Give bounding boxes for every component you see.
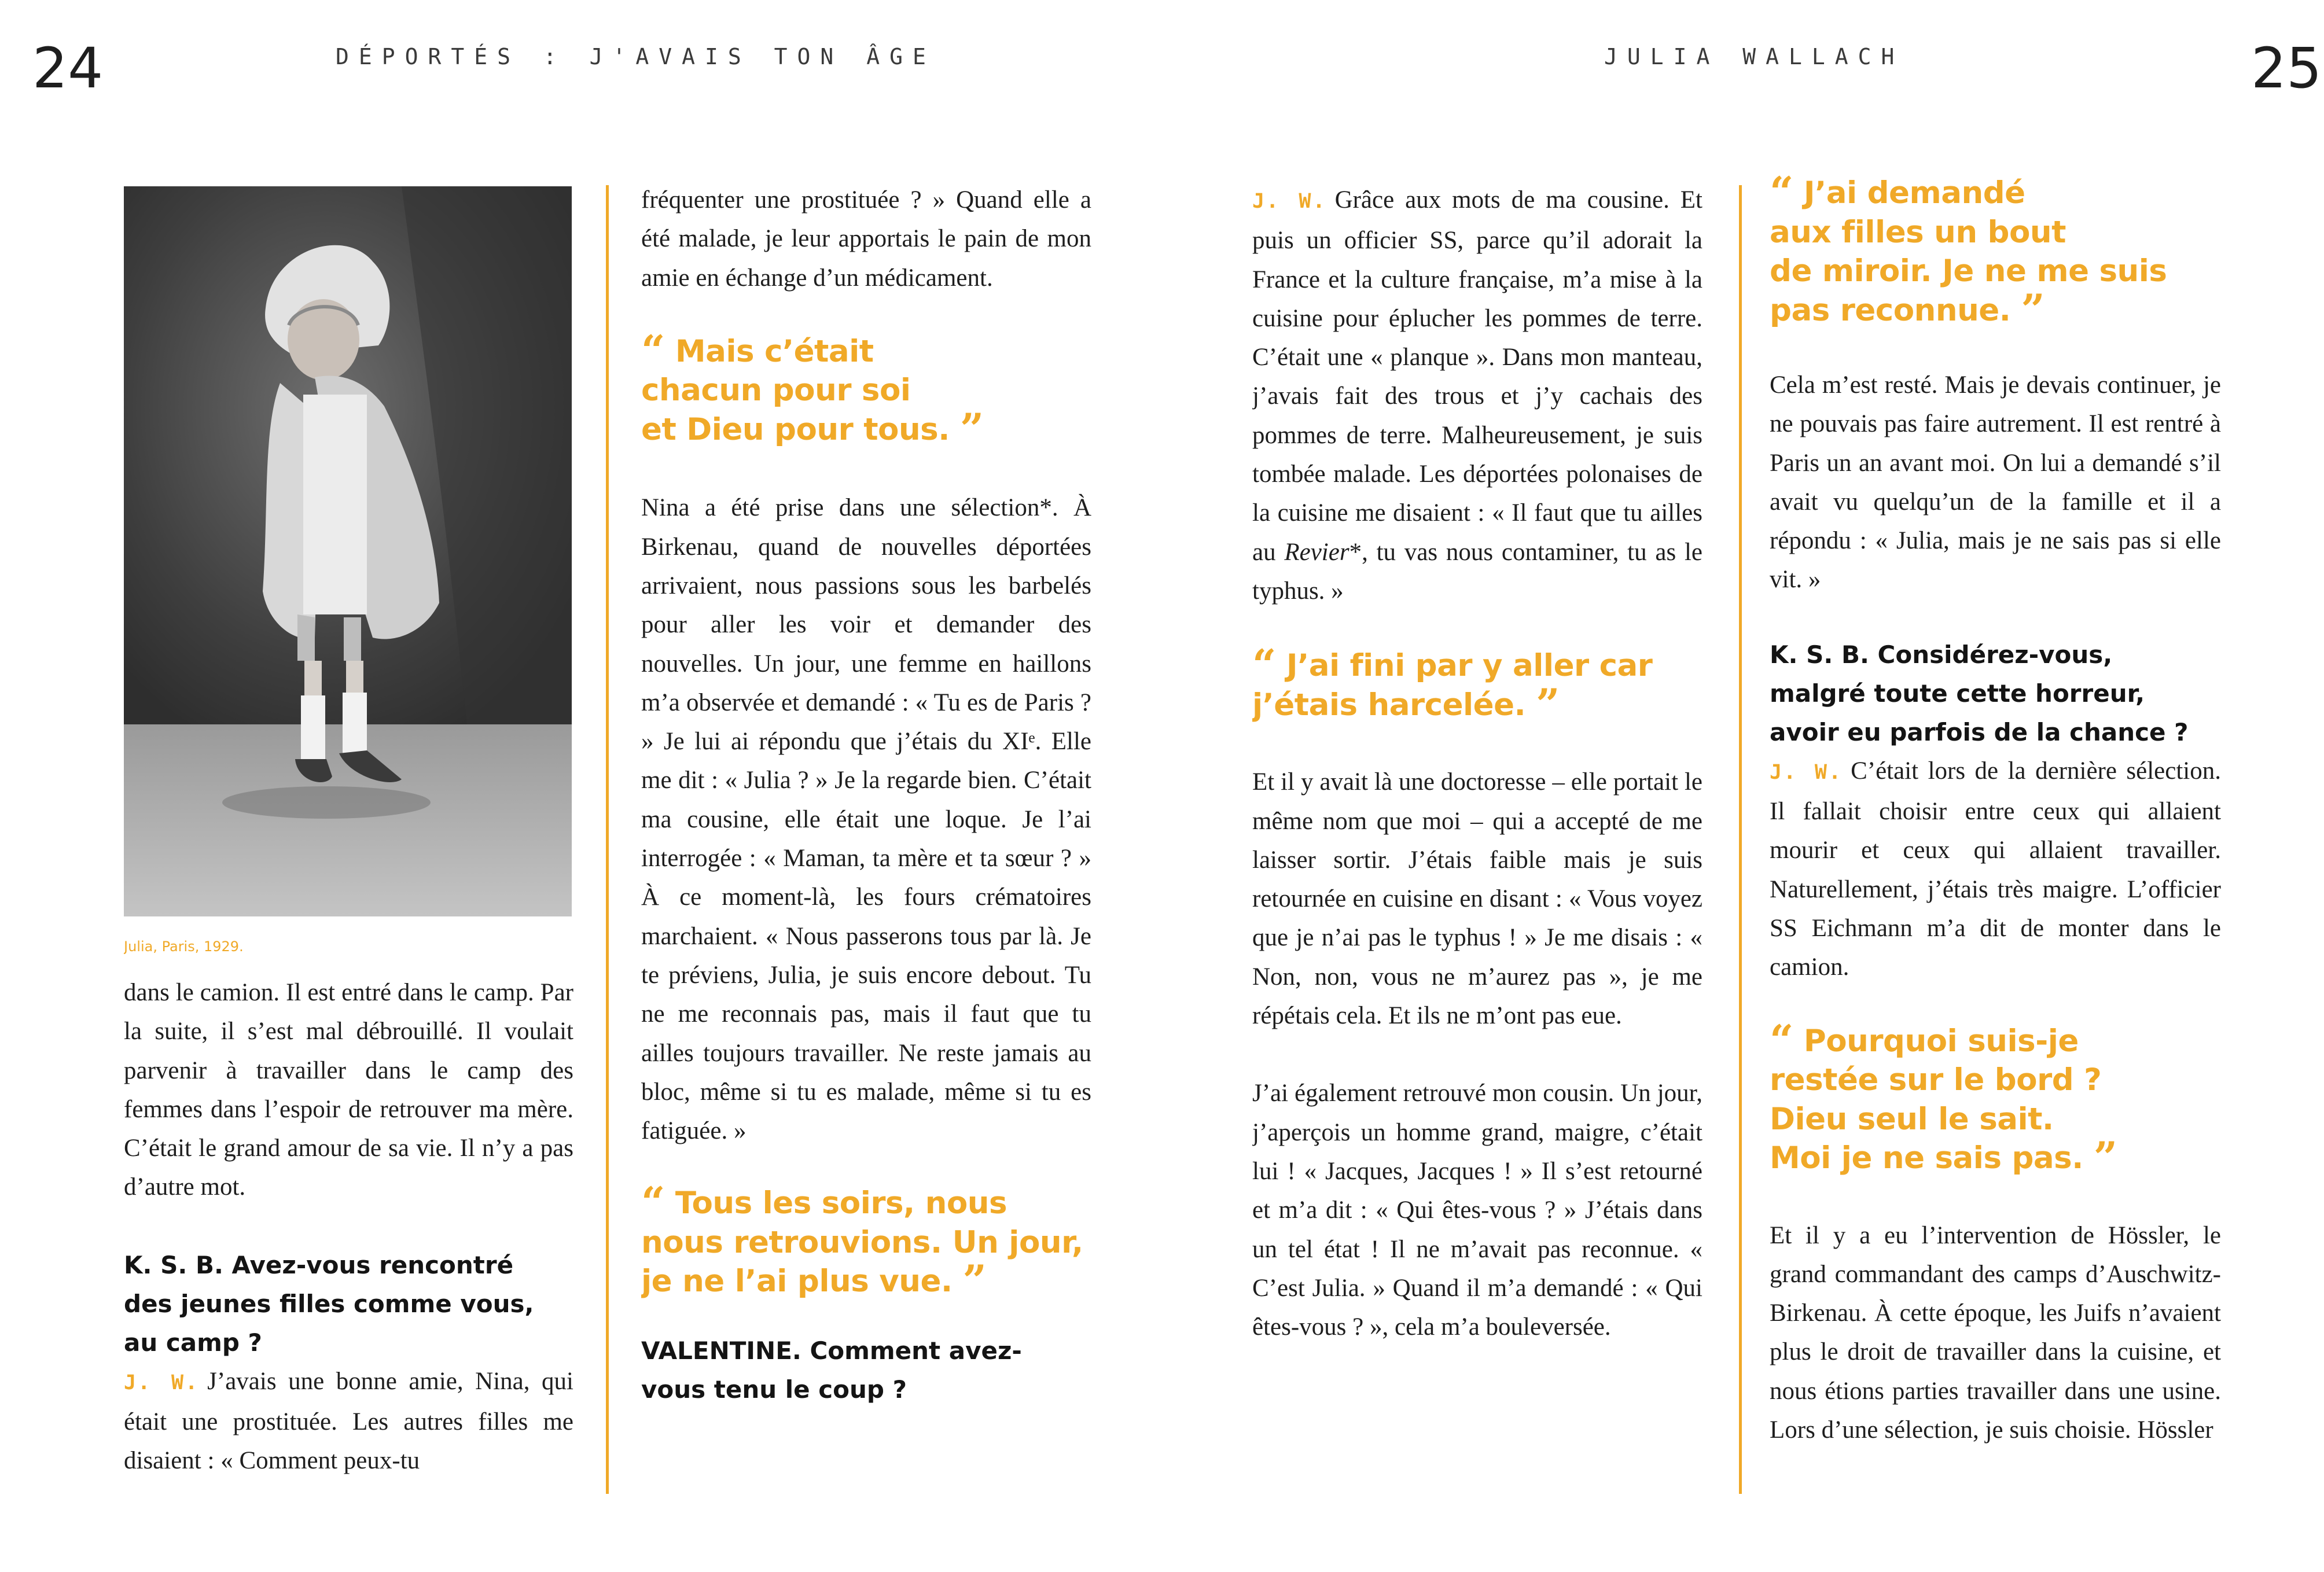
col2-pull-quote-2	[641, 1177, 1091, 1305]
col4-paragraph-2: Et il y a eu l’intervention de Hössler, le grand commandant des camps d’Auschwitz-Birkenau. À cette époque, les Juifs n’avaient plus le droit de travailler dans la cuisine, et nous étions parties travailler dans une usine. Lors d’une sélection, je suis choisie. Hössler	[1770, 1221, 2221, 1444]
column-3	[1252, 181, 1702, 1511]
quote-line: “ J’ai fini par y aller car	[1252, 640, 1653, 690]
col4-question-line-3: avoir eu parfois de la chance ?	[1770, 717, 2189, 746]
quote-line: je ne l’ai plus vue. ”	[641, 1256, 987, 1305]
portrait-photo	[124, 186, 572, 916]
answer-initials: J. W.	[1770, 760, 1843, 784]
open-quote-mark: “	[641, 1177, 665, 1227]
col4-answer: J. W. C’était lors de la dernière sélection. Il fallait choisir entre ceux qui allaient mourir et ceux qui allaient travailler. Naturellement, j’étais très maigre. L’officier SS Eichmann m’a dit de monter dans le camion.	[1770, 757, 2221, 981]
answer-initials: J. W.	[1252, 190, 1327, 213]
col4-pull-quote-1	[1770, 174, 2221, 334]
quote-line: Dieu seul le sait.	[1770, 1101, 2054, 1137]
col2-paragraph-2: Nina a été prise dans une sélection*. À Birkenau, quand de nouvelles déportées arrivaient, nous passions sous les barbelés pour aller les voir et demander des nouvelles. Un jour, une femme en haillons m’a observée et demandé : « Tu es de Paris ? » Je lui ai répondu que j’étais du XIᵉ. Elle me dit : « Julia ? » Je la regarde bien. C’était ma cousine, elle était une loque. Je l’ai interrogée : « Maman, ta mère et ta sœur ? » À ce moment-là, les fours crématoires marchaient. « Nous passerons tous par là. Je te préviens, Julia, je suis encore debout. Tu ne me reconnais pas, mais il faut que tu ailles toujours travailler. Ne reste jamais au bloc, même si tu es malade, même si tu es fatiguée. »	[641, 494, 1091, 1145]
quote-line: Moi je ne sais pas. ”	[1770, 1132, 2117, 1182]
revier-italic: Revier	[1284, 538, 1349, 566]
child-portrait-image	[124, 186, 572, 916]
close-quote-mark: ”	[962, 1256, 987, 1305]
left-running-title: DÉPORTÉS : J'AVAIS TON ÂGE	[336, 44, 936, 69]
column-rule-left	[606, 185, 609, 1494]
answer-initials: J. W.	[124, 1371, 200, 1394]
column-rule-right	[1739, 185, 1742, 1494]
quote-line: pas reconnue. ”	[1770, 284, 2045, 334]
col2-pull-quote-1	[641, 325, 1091, 453]
col3-paragraph-1: J. W. Grâce aux mots de ma cousine. Et puis un officier SS, parce qu’il adorait la France et la culture française, m’a mise à la cuisine pour éplucher les pommes de terre. C’était une « planque ». Dans mon manteau, j’avais fait des trous et j’y cachais des pommes de terre. Malheureusement, je suis tombée malade. Les déportées polonaises de la cuisine me disaient : « Il faut que tu ailles au Revier*, tu vas nous contaminer, tu as le typhus. »	[1252, 186, 1702, 605]
right-page-number: 25	[2251, 36, 2322, 101]
quote-line: aux filles un bout	[1770, 214, 2066, 250]
open-quote-mark: “	[1770, 174, 1793, 216]
photo-caption: Julia, Paris, 1929.	[124, 938, 244, 955]
quote-line: “ Tous les soirs, nous	[641, 1177, 1007, 1227]
col4-question-line-1: K. S. B. Considérez-vous,	[1770, 640, 2113, 669]
col1-paragraph-1: dans le camion. Il est entré dans le camp. Par la suite, il s’est mal débrouillé. Il voulait parvenir à travailler dans le camp des femmes dans l’espoir de retrouver ma mère. C’était le grand amour de sa vie. Il n’y a pas d’autre mot.	[124, 979, 573, 1201]
col1-answer	[124, 1362, 573, 1481]
col1-question-line-1: K. S. B. Avez-vous rencontré	[124, 1250, 514, 1279]
quote-line: chacun pour soi	[641, 373, 911, 408]
left-page-number: 24	[32, 36, 104, 101]
column-4	[1770, 174, 2221, 1516]
col3-paragraph-3: J’ai également retrouvé mon cousin. Un jour, j’aperçois un homme grand, maigre, c’était lui ! « Jacques, Jacques ! » Il s’est retourné et m’a dit : « Qui êtes-vous ? » J’étais dans un tel état ! Il ne m’avait pas reconnue. « C’est Julia. » Quand il m’a demandé : « Qui êtes-vous ? », cela m’a bouleversée.	[1252, 1080, 1702, 1341]
open-quote-mark: “	[1770, 1015, 1793, 1065]
col1-question-line-3: au camp ?	[124, 1328, 262, 1357]
quote-line: “ Pourquoi suis-je	[1770, 1015, 2079, 1065]
open-quote-mark: “	[1252, 640, 1276, 690]
col1-question-line-2: des jeunes filles comme vous,	[124, 1289, 534, 1318]
col3-pull-quote-1	[1252, 640, 1702, 728]
quote-line: restée sur le bord ?	[1770, 1062, 2102, 1098]
close-quote-mark: ”	[2021, 284, 2045, 334]
col2-question-line-2: vous tenu le coup ?	[641, 1375, 907, 1404]
col4-paragraph-1: Cela m’est resté. Mais je devais continuer, je ne pouvais pas faire autrement. Il est rentré à Paris un an avant moi. On lui a demandé s’il avait vu quelqu’un de la famille et il a répondu : « Julia, mais je ne sais pas si elle vit. »	[1770, 371, 2221, 594]
col4-question-line-2: malgré toute cette horreur,	[1770, 679, 2145, 708]
close-quote-mark: ”	[1536, 679, 1560, 728]
open-quote-mark: “	[641, 325, 665, 375]
quote-line: “ Mais c’était	[641, 325, 874, 375]
col1-answer-text: J’avais une bonne amie, Nina, qui était une prostituée. Les autres filles me disaient : « Comment peux-tu	[124, 1367, 573, 1475]
quote-line: nous retrouvions. Un jour,	[641, 1224, 1083, 1260]
right-running-title: JULIA WALLACH	[1604, 44, 1904, 69]
col3-paragraph-2: Et il y avait là une doctoresse – elle portait le même nom que moi – qui a accepté de me laisser sortir. J’étais faible mais je suis retournée en cuisine en disant : « Vous voyez que je n’ai pas le typhus ! » Je me disais : « Non, non, vous ne m’aurez pas », je me répétais cela. Et ils ne m’ont pas eue.	[1252, 768, 1702, 1030]
col4-pull-quote-2	[1770, 1015, 2221, 1182]
col2-question-line-1: VALENTINE. Comment avez-	[641, 1336, 1022, 1365]
quote-line: “ J’ai demandé	[1770, 174, 2221, 213]
col2-paragraph-1: fréquenter une prostituée ? » Quand elle a été malade, je leur apportais le pain de mon amie en échange d’un médicament.	[641, 186, 1091, 292]
close-quote-mark: ”	[2093, 1132, 2117, 1182]
column-1	[124, 186, 573, 1511]
quote-line: j’étais harcelée. ”	[1252, 679, 1560, 728]
quote-line: et Dieu pour tous. ”	[641, 403, 984, 453]
quote-line: de miroir. Je ne me suis	[1770, 253, 2167, 289]
column-2	[641, 181, 1091, 1511]
close-quote-mark: ”	[959, 403, 984, 453]
